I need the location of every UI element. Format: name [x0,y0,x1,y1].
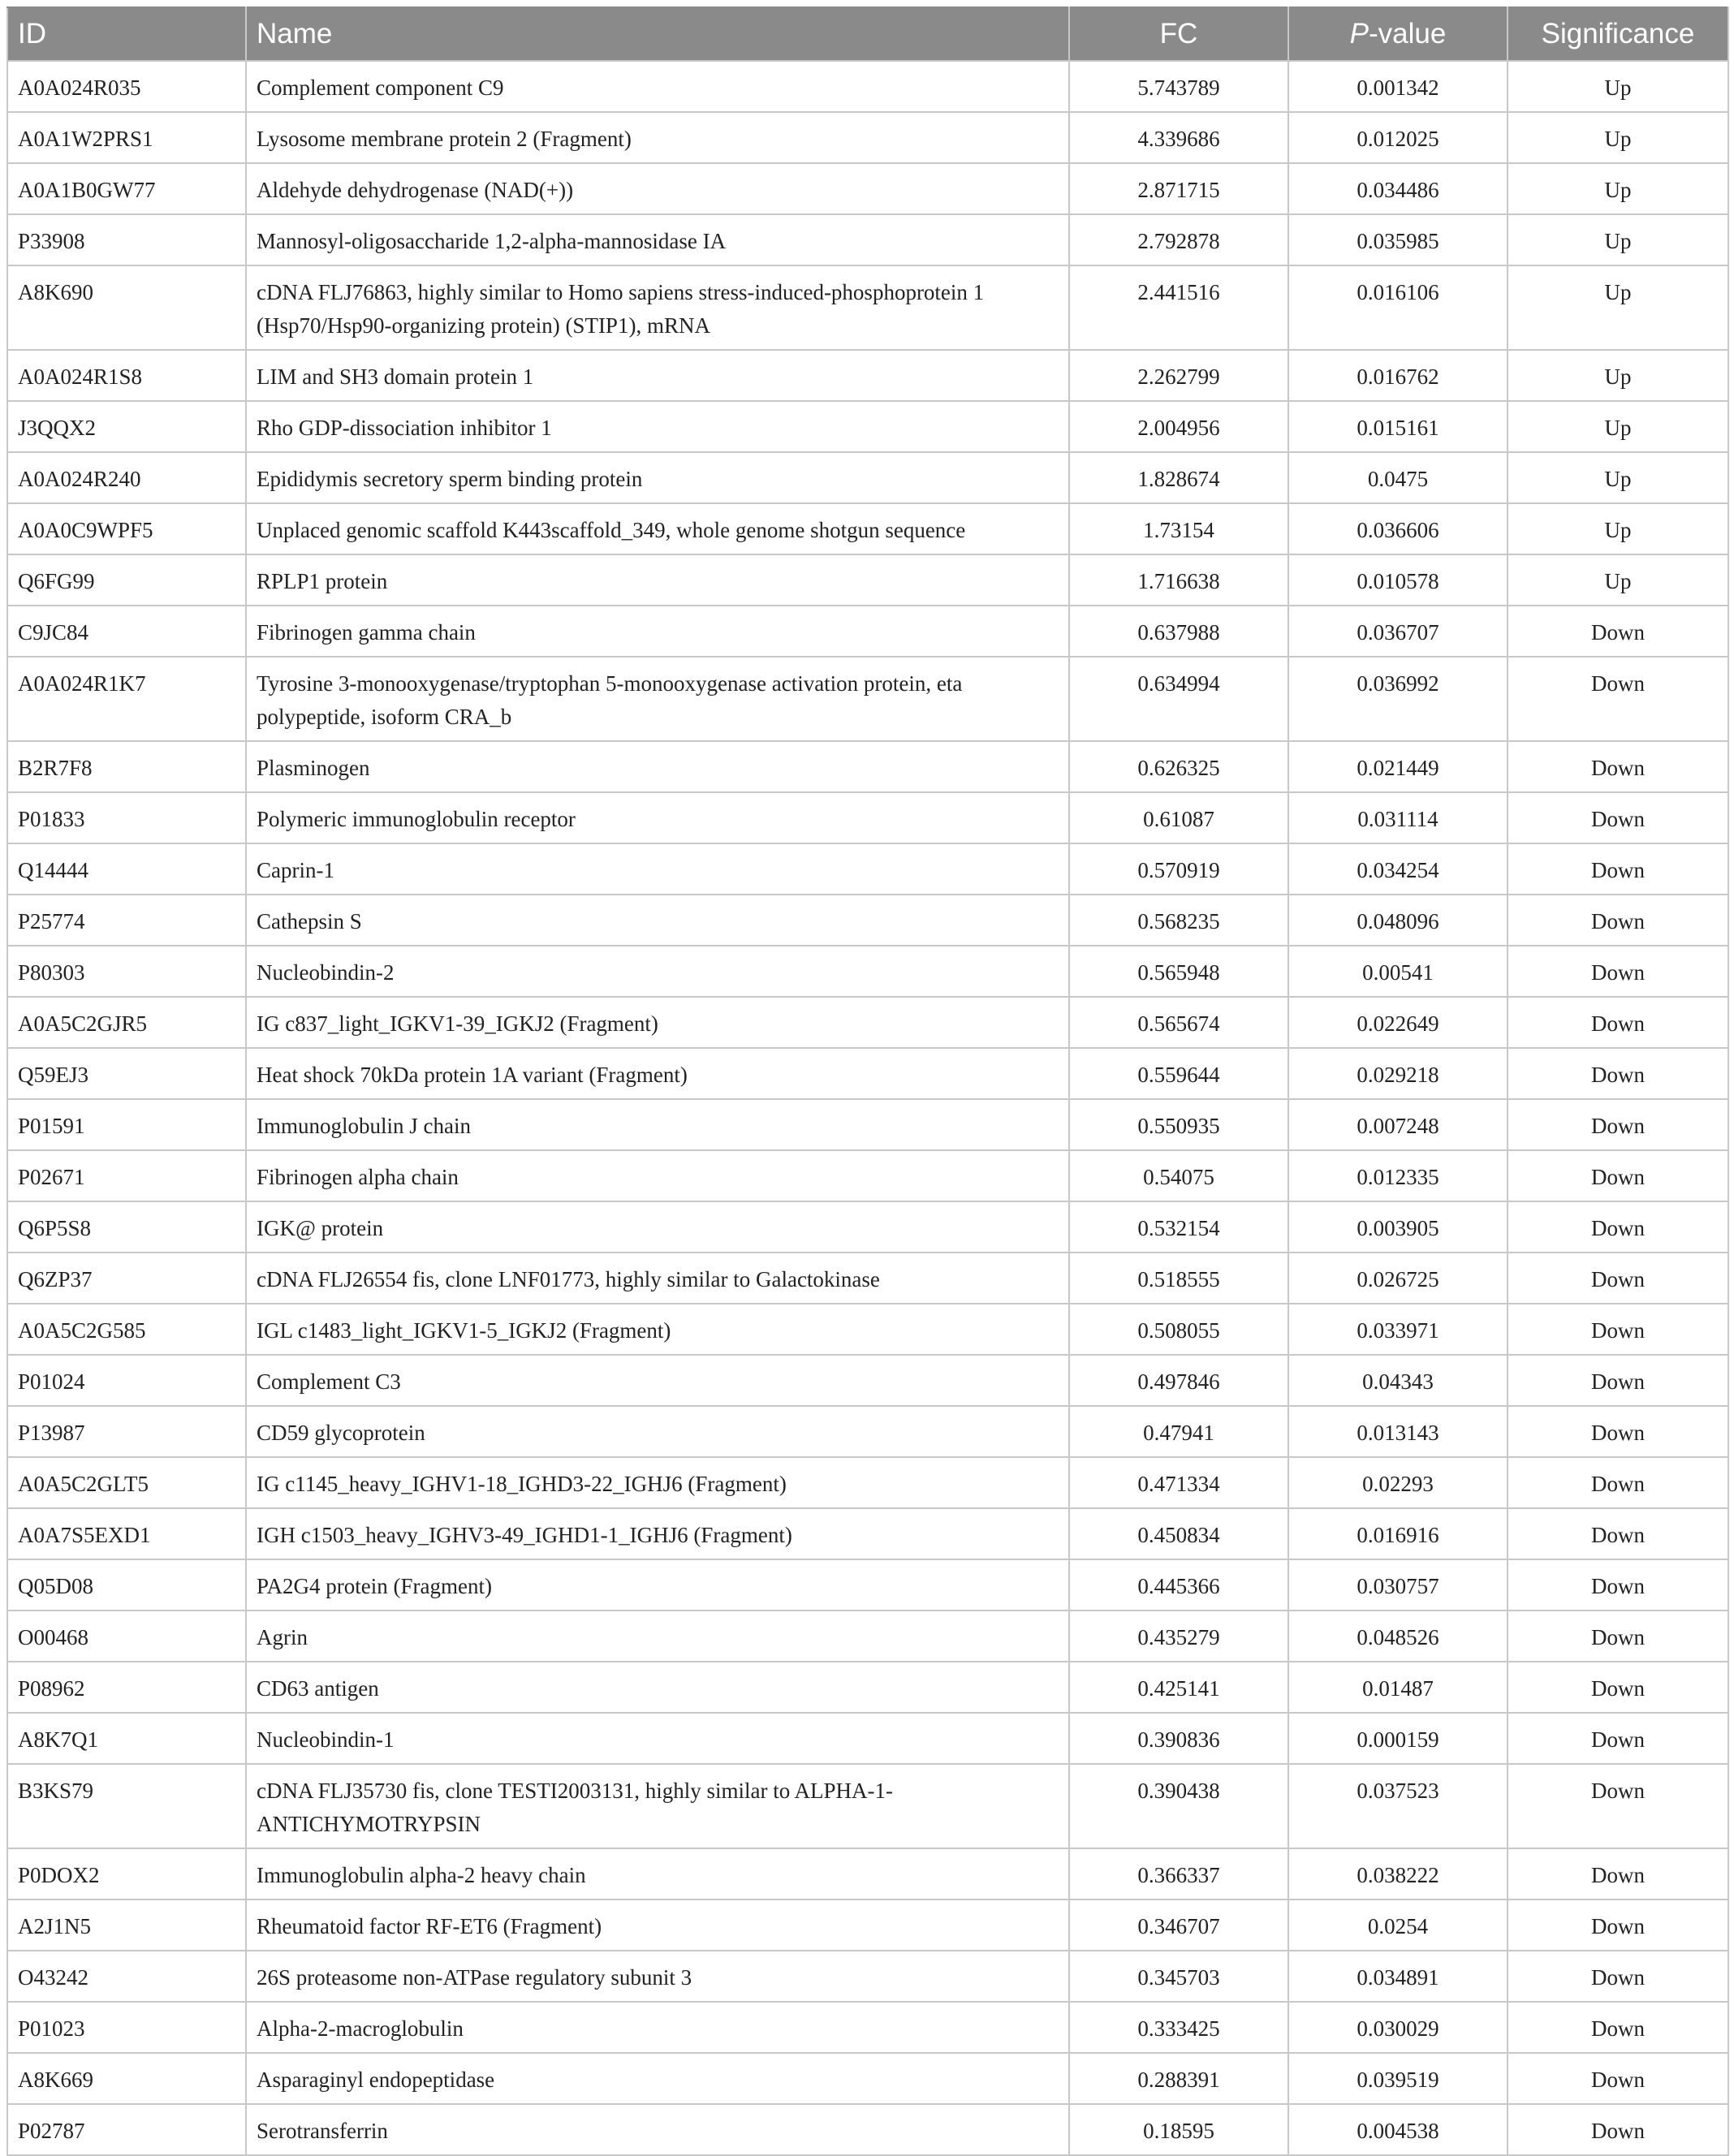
table-row [7,1848,1728,1899]
cell-name: Serotransferrin [246,2104,1069,2155]
cell-name: Agrin [246,1611,1069,1662]
column-header-name: Name [246,7,1069,61]
cell-significance: Down [1508,1611,1728,1662]
cell-pvalue: 0.048526 [1288,1611,1508,1662]
cell-fc: 2.792878 [1069,214,1288,265]
cell-id: Q59EJ3 [7,1048,246,1099]
cell-significance: Down [1508,1848,1728,1899]
cell-pvalue: 0.016106 [1288,265,1508,350]
cell-pvalue: 0.039519 [1288,2053,1508,2104]
table-row [7,265,1728,350]
table-row [7,1150,1728,1201]
cell-significance: Down [1508,657,1728,741]
table-row [7,606,1728,657]
cell-id: Q14444 [7,843,246,895]
cell-id: A8K7Q1 [7,1713,246,1764]
cell-name: IGL c1483_light_IGKV1-5_IGKJ2 (Fragment) [246,1304,1069,1355]
cell-pvalue: 0.048096 [1288,895,1508,946]
cell-id: P0DOX2 [7,1848,246,1899]
column-header-significance: Significance [1508,7,1728,61]
table-row [7,1457,1728,1508]
cell-fc: 0.435279 [1069,1611,1288,1662]
cell-pvalue: 0.0475 [1288,452,1508,503]
cell-pvalue: 0.035985 [1288,214,1508,265]
table-header [7,7,1728,61]
cell-name: RPLP1 protein [246,554,1069,606]
table-row [7,1951,1728,2002]
cell-significance: Down [1508,946,1728,997]
cell-significance: Down [1508,1662,1728,1713]
cell-id: A0A024R1S8 [7,350,246,401]
cell-significance: Up [1508,163,1728,214]
cell-significance: Up [1508,350,1728,401]
cell-name: Unplaced genomic scaffold K443scaffold_349, whole genome shotgun sequence [246,503,1069,554]
table-row [7,792,1728,843]
cell-pvalue: 0.012025 [1288,112,1508,163]
cell-pvalue: 0.000159 [1288,1713,1508,1764]
cell-significance: Up [1508,61,1728,112]
cell-significance: Down [1508,895,1728,946]
cell-fc: 0.390836 [1069,1713,1288,1764]
cell-fc: 0.333425 [1069,2002,1288,2053]
cell-id: P01833 [7,792,246,843]
cell-id: A0A024R1K7 [7,657,246,741]
cell-pvalue: 0.015161 [1288,401,1508,452]
cell-id: O43242 [7,1951,246,2002]
cell-name: Cathepsin S [246,895,1069,946]
table-row [7,1201,1728,1253]
cell-significance: Down [1508,2002,1728,2053]
cell-pvalue: 0.030029 [1288,2002,1508,2053]
cell-pvalue: 0.036992 [1288,657,1508,741]
cell-significance: Down [1508,1764,1728,1848]
cell-pvalue: 0.004538 [1288,2104,1508,2155]
table-row [7,895,1728,946]
cell-pvalue: 0.034891 [1288,1951,1508,2002]
cell-name: Lysosome membrane protein 2 (Fragment) [246,112,1069,163]
cell-name: PA2G4 protein (Fragment) [246,1559,1069,1611]
column-header-fc: FC [1069,7,1288,61]
cell-name: Heat shock 70kDa protein 1A variant (Fragment) [246,1048,1069,1099]
cell-pvalue: 0.036606 [1288,503,1508,554]
table-row [7,1662,1728,1713]
table-row [7,350,1728,401]
cell-name: Nucleobindin-2 [246,946,1069,997]
table-row [7,1611,1728,1662]
cell-pvalue: 0.026725 [1288,1253,1508,1304]
cell-fc: 0.54075 [1069,1150,1288,1201]
cell-fc: 0.565674 [1069,997,1288,1048]
cell-id: P01591 [7,1099,246,1150]
table-row [7,401,1728,452]
table-row [7,1713,1728,1764]
cell-name: Rho GDP-dissociation inhibitor 1 [246,401,1069,452]
cell-id: A8K690 [7,265,246,350]
cell-fc: 0.508055 [1069,1304,1288,1355]
cell-fc: 0.518555 [1069,1253,1288,1304]
cell-id: B3KS79 [7,1764,246,1848]
cell-significance: Up [1508,503,1728,554]
cell-id: A0A5C2GLT5 [7,1457,246,1508]
cell-significance: Down [1508,1899,1728,1951]
cell-significance: Down [1508,2053,1728,2104]
cell-significance: Down [1508,1048,1728,1099]
cell-pvalue: 0.013143 [1288,1406,1508,1457]
table-row [7,2053,1728,2104]
cell-significance: Up [1508,265,1728,350]
cell-significance: Down [1508,1457,1728,1508]
cell-id: Q6ZP37 [7,1253,246,1304]
cell-pvalue: 0.003905 [1288,1201,1508,1253]
cell-fc: 0.445366 [1069,1559,1288,1611]
cell-significance: Down [1508,1713,1728,1764]
cell-fc: 0.47941 [1069,1406,1288,1457]
cell-id: Q6FG99 [7,554,246,606]
cell-name: CD59 glycoprotein [246,1406,1069,1457]
cell-name: Caprin-1 [246,843,1069,895]
cell-pvalue: 0.034486 [1288,163,1508,214]
cell-name: Immunoglobulin J chain [246,1099,1069,1150]
cell-fc: 0.471334 [1069,1457,1288,1508]
cell-fc: 0.346707 [1069,1899,1288,1951]
table-row [7,1304,1728,1355]
cell-id: P33908 [7,214,246,265]
cell-fc: 1.73154 [1069,503,1288,554]
cell-fc: 0.450834 [1069,1508,1288,1559]
cell-id: A0A0C9WPF5 [7,503,246,554]
cell-significance: Down [1508,1201,1728,1253]
cell-fc: 0.634994 [1069,657,1288,741]
cell-name: Complement component C9 [246,61,1069,112]
cell-fc: 0.565948 [1069,946,1288,997]
protein-table-container [6,6,1728,2156]
differential-protein-table [6,6,1729,2156]
cell-id: P01023 [7,2002,246,2053]
cell-pvalue: 0.022649 [1288,997,1508,1048]
cell-fc: 4.339686 [1069,112,1288,163]
table-row [7,2002,1728,2053]
table-row [7,997,1728,1048]
table-row [7,452,1728,503]
cell-fc: 1.716638 [1069,554,1288,606]
cell-name: Polymeric immunoglobulin receptor [246,792,1069,843]
cell-fc: 0.532154 [1069,1201,1288,1253]
cell-pvalue: 0.029218 [1288,1048,1508,1099]
cell-pvalue: 0.0254 [1288,1899,1508,1951]
table-row [7,1508,1728,1559]
cell-significance: Down [1508,741,1728,792]
column-header-pvalue [1288,7,1508,61]
header-row [7,7,1728,61]
cell-name: Mannosyl-oligosaccharide 1,2-alpha-mannosidase IA [246,214,1069,265]
cell-pvalue: 0.038222 [1288,1848,1508,1899]
cell-id: A8K669 [7,2053,246,2104]
cell-significance: Up [1508,214,1728,265]
cell-fc: 0.550935 [1069,1099,1288,1150]
table-row [7,1899,1728,1951]
cell-significance: Up [1508,401,1728,452]
cell-fc: 0.345703 [1069,1951,1288,2002]
table-row [7,1253,1728,1304]
cell-name: Tyrosine 3-monooxygenase/tryptophan 5-monooxygenase activation protein, eta polypeptide, isoform CRA_b [246,657,1069,741]
cell-pvalue: 0.021449 [1288,741,1508,792]
cell-significance: Up [1508,554,1728,606]
cell-pvalue: 0.001342 [1288,61,1508,112]
cell-name: Epididymis secretory sperm binding protein [246,452,1069,503]
cell-id: C9JC84 [7,606,246,657]
cell-pvalue: 0.030757 [1288,1559,1508,1611]
cell-significance: Down [1508,997,1728,1048]
cell-name: CD63 antigen [246,1662,1069,1713]
table-row [7,554,1728,606]
cell-fc: 0.626325 [1069,741,1288,792]
cell-fc: 0.497846 [1069,1355,1288,1406]
cell-significance: Down [1508,1150,1728,1201]
cell-name: Fibrinogen gamma chain [246,606,1069,657]
cell-id: P25774 [7,895,246,946]
cell-name: cDNA FLJ35730 fis, clone TESTI2003131, highly similar to ALPHA-1-ANTICHYMOTRYPSIN [246,1764,1069,1848]
cell-fc: 1.828674 [1069,452,1288,503]
cell-pvalue: 0.007248 [1288,1099,1508,1150]
cell-fc: 0.288391 [1069,2053,1288,2104]
table-row [7,1048,1728,1099]
table-row [7,1099,1728,1150]
cell-id: P01024 [7,1355,246,1406]
cell-pvalue: 0.037523 [1288,1764,1508,1848]
cell-name: cDNA FLJ76863, highly similar to Homo sapiens stress-induced-phosphoprotein 1 (Hsp70/Hsp90-organizing protein) (STIP1), mRNA [246,265,1069,350]
cell-fc: 0.366337 [1069,1848,1288,1899]
cell-significance: Down [1508,1508,1728,1559]
cell-significance: Down [1508,1406,1728,1457]
cell-significance: Down [1508,1951,1728,2002]
cell-fc: 2.004956 [1069,401,1288,452]
cell-significance: Down [1508,792,1728,843]
cell-name: IG c1145_heavy_IGHV1-18_IGHD3-22_IGHJ6 (Fragment) [246,1457,1069,1508]
cell-name: Aldehyde dehydrogenase (NAD(+)) [246,163,1069,214]
cell-id: A0A1B0GW77 [7,163,246,214]
cell-id: A0A024R240 [7,452,246,503]
column-header-id: ID [7,7,246,61]
cell-name: Rheumatoid factor RF-ET6 (Fragment) [246,1899,1069,1951]
table-row [7,163,1728,214]
cell-fc: 0.568235 [1069,895,1288,946]
cell-id: B2R7F8 [7,741,246,792]
cell-significance: Down [1508,1304,1728,1355]
cell-pvalue: 0.02293 [1288,1457,1508,1508]
cell-significance: Down [1508,606,1728,657]
cell-name: IGK@ protein [246,1201,1069,1253]
table-row [7,1406,1728,1457]
cell-pvalue: 0.00541 [1288,946,1508,997]
cell-significance: Down [1508,1559,1728,1611]
cell-id: A2J1N5 [7,1899,246,1951]
cell-name: Fibrinogen alpha chain [246,1150,1069,1201]
table-row [7,1764,1728,1848]
cell-pvalue: 0.036707 [1288,606,1508,657]
cell-significance: Down [1508,1099,1728,1150]
cell-id: A0A7S5EXD1 [7,1508,246,1559]
cell-fc: 0.425141 [1069,1662,1288,1713]
cell-fc: 0.18595 [1069,2104,1288,2155]
table-row [7,657,1728,741]
cell-pvalue: 0.031114 [1288,792,1508,843]
table-row [7,2104,1728,2155]
pvalue-italic-p: P [1349,18,1370,50]
table-row [7,1355,1728,1406]
cell-name: IGH c1503_heavy_IGHV3-49_IGHD1-1_IGHJ6 (Fragment) [246,1508,1069,1559]
cell-id: P13987 [7,1406,246,1457]
cell-id: P80303 [7,946,246,997]
cell-pvalue: 0.04343 [1288,1355,1508,1406]
cell-fc: 0.637988 [1069,606,1288,657]
cell-id: Q05D08 [7,1559,246,1611]
cell-fc: 0.61087 [1069,792,1288,843]
cell-id: P02671 [7,1150,246,1201]
cell-fc: 2.262799 [1069,350,1288,401]
cell-id: O00468 [7,1611,246,1662]
table-row [7,1559,1728,1611]
table-row [7,843,1728,895]
cell-fc: 2.441516 [1069,265,1288,350]
cell-name: Alpha-2-macroglobulin [246,2002,1069,2053]
cell-id: P08962 [7,1662,246,1713]
cell-pvalue: 0.016762 [1288,350,1508,401]
cell-fc: 0.390438 [1069,1764,1288,1848]
cell-fc: 0.570919 [1069,843,1288,895]
table-row [7,112,1728,163]
cell-fc: 0.559644 [1069,1048,1288,1099]
cell-significance: Up [1508,452,1728,503]
cell-pvalue: 0.034254 [1288,843,1508,895]
cell-id: A0A5C2GJR5 [7,997,246,1048]
cell-id: A0A5C2G585 [7,1304,246,1355]
cell-id: P02787 [7,2104,246,2155]
cell-name: Immunoglobulin alpha-2 heavy chain [246,1848,1069,1899]
cell-significance: Down [1508,843,1728,895]
cell-name: Nucleobindin-1 [246,1713,1069,1764]
cell-pvalue: 0.033971 [1288,1304,1508,1355]
cell-id: Q6P5S8 [7,1201,246,1253]
cell-id: A0A024R035 [7,61,246,112]
cell-name: LIM and SH3 domain protein 1 [246,350,1069,401]
cell-name: IG c837_light_IGKV1-39_IGKJ2 (Fragment) [246,997,1069,1048]
cell-name: Asparaginyl endopeptidase [246,2053,1069,2104]
cell-pvalue: 0.01487 [1288,1662,1508,1713]
cell-significance: Down [1508,1355,1728,1406]
cell-significance: Down [1508,1253,1728,1304]
cell-id: A0A1W2PRS1 [7,112,246,163]
table-row [7,946,1728,997]
table-row [7,61,1728,112]
cell-pvalue: 0.010578 [1288,554,1508,606]
table-row [7,503,1728,554]
cell-significance: Up [1508,112,1728,163]
cell-id: J3QQX2 [7,401,246,452]
cell-pvalue: 0.012335 [1288,1150,1508,1201]
table-row [7,741,1728,792]
cell-fc: 2.871715 [1069,163,1288,214]
table-row [7,214,1728,265]
cell-significance: Down [1508,2104,1728,2155]
cell-name: Plasminogen [246,741,1069,792]
cell-fc: 5.743789 [1069,61,1288,112]
cell-pvalue: 0.016916 [1288,1508,1508,1559]
pvalue-suffix: -value [1369,18,1447,50]
table-body [7,61,1728,2155]
cell-name: Complement C3 [246,1355,1069,1406]
cell-name: 26S proteasome non-ATPase regulatory subunit 3 [246,1951,1069,2002]
cell-name: cDNA FLJ26554 fis, clone LNF01773, highly similar to Galactokinase [246,1253,1069,1304]
